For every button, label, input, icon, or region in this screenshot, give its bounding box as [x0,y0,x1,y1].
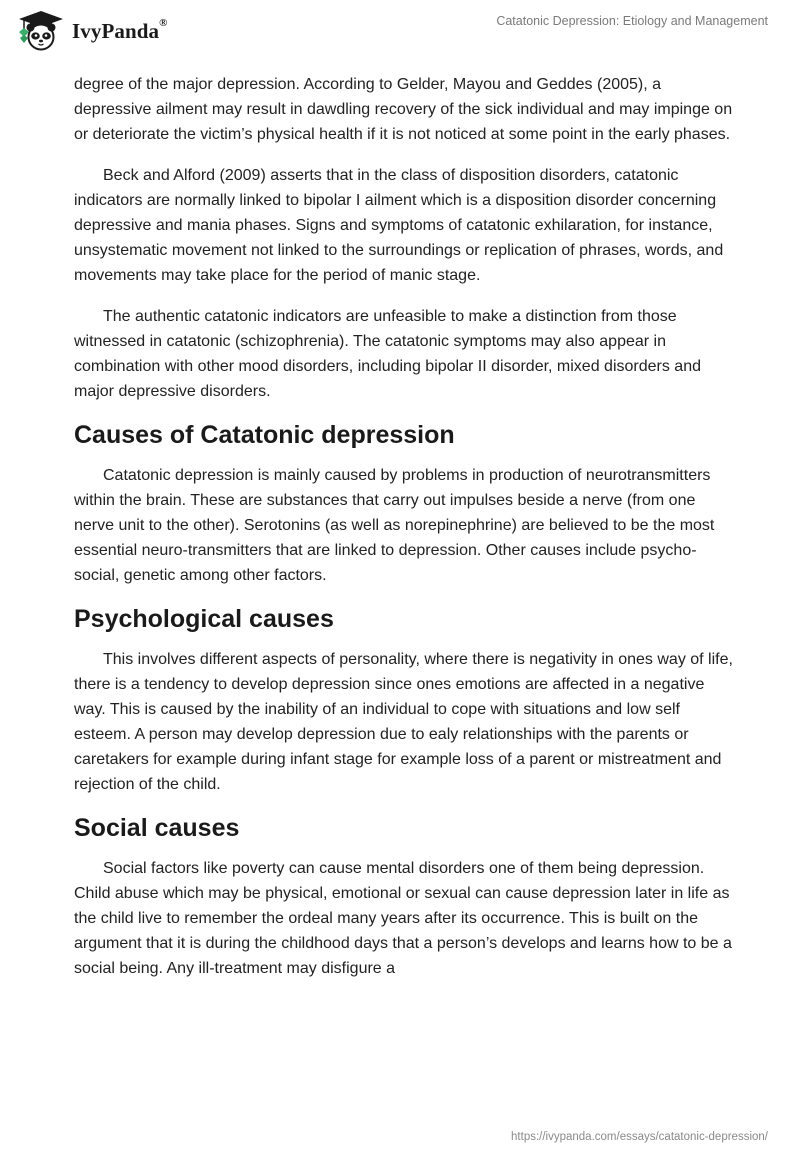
section-heading-causes: Causes of Catatonic depression [74,421,455,449]
document-title: Catatonic Depression: Etiology and Management [496,14,768,28]
paragraph: Catatonic depression is mainly caused by problems in production of neurotransmitters within the brain. These are substances that carry out impulses beside a nerve (from one nerve unit to the other). Serotonins (as well as norepinephrine) are believed to be the most essential neuro-transmitters that are linked to depression. Other causes include psycho-social, genetic among other factors. [74,467,715,584]
page-header [0,0,800,70]
paragraph: degree of the major depression. According to Gelder, Mayou and Geddes (2005), a depressive ailment may result in dawdling recovery of the sick individual and may impinge on or deteriorate the victim’s physical health if it is not noticed at some point in the early phases. [74,76,733,143]
paragraph: This involves different aspects of personality, where there is negativity in ones way of life, there is a tendency to develop depression since ones emotions are affected in a negative way. This is caused by the inability of an individual to cope with situations and low self esteem. A person may develop depression due to ealy relationships with the parents or caretakers for example during infant stage for example loss of a parent or mistreatment and rejection of the child. [74,651,733,793]
essay-body [74,72,734,997]
ivypanda-logo[interactable] [16,10,168,52]
panda-mascot-icon [16,10,66,52]
section-heading-psychological: Psychological causes [74,605,334,633]
paragraph: Social factors like poverty can cause mental disorders one of them being depression. Child abuse which may be physical, emotional or sexual can cause depression later in life as the child live to remember the ordeal many years after its occurrence. This is built on the argument that it is during the childhood days that a person’s develops and learns how to be a social being. Any ill-treatment may disfigure a [74,860,732,977]
source-url[interactable]: https://ivypanda.com/essays/catatonic-depression/ [511,1131,768,1143]
paragraph: Beck and Alford (2009) asserts that in the class of disposition disorders, catatonic indicators are normally linked to bipolar I ailment which is a disposition disorder concerning depressive and mania phases. Signs and symptoms of catatonic exhilaration, for instance, unsystematic movement not linked to the surroundings or replication of phrases, words, and movements may take place for the period of manic stage. [74,167,724,284]
paragraph: The authentic catatonic indicators are unfeasible to make a distinction from those witnessed in catatonic (schizophrenia). The catatonic symptoms may also appear in combination with other mood disorders, including bipolar II disorder, mixed disorders and major depressive disorders. [74,308,701,400]
logo-wordmark: IvyPanda® [72,16,168,43]
section-heading-social: Social causes [74,814,240,842]
